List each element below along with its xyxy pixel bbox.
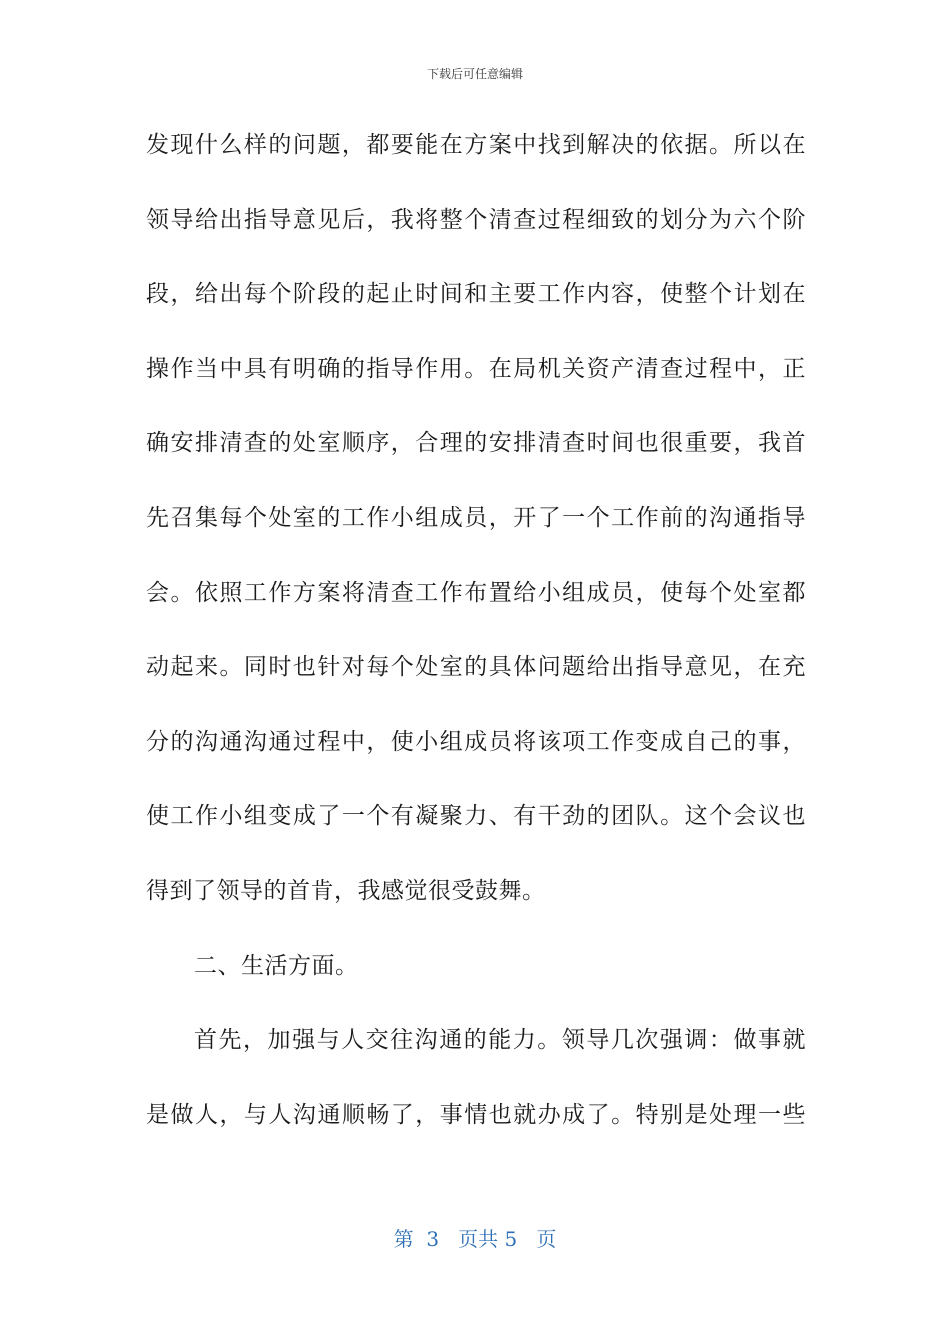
paragraph-line: 是做人，与人沟通顺畅了，事情也就办成了。特别是处理一些 <box>146 1101 806 1128</box>
paragraph-line: 领导给出指导意见后，我将整个清查过程细致的划分为六个阶 <box>146 206 806 233</box>
paragraph-line: 动起来。同时也针对每个处室的具体问题给出指导意见，在充 <box>146 654 806 681</box>
page-header: 下载后可任意编辑 <box>426 67 523 81</box>
paragraph-line: 发现什么样的问题，都要能在方案中找到解决的依据。所以在 <box>146 132 806 158</box>
paragraph-line: 操作当中具有明确的指导作用。在局机关资产清查过程中，正 <box>146 355 806 382</box>
paragraph-line: 分的沟通沟通过程中，使小组成员将该项工作变成自己的事， <box>146 728 806 755</box>
paragraph-line: 先召集每个处室的工作小组成员，开了一个工作前的沟通指导 <box>146 504 806 531</box>
paragraph-line: 确安排清查的处室顺序，合理的安排清查时间也很重要，我首 <box>146 430 806 457</box>
document-body <box>146 128 806 1172</box>
paragraph-line: 得到了领导的首肯，我感觉很受鼓舞。 <box>146 877 546 904</box>
section-heading: 二、生活方面。 <box>194 952 359 979</box>
page-number: 第 3 页共 5 页 <box>393 1227 557 1251</box>
paragraph-line: 段，给出每个阶段的起止时间和主要工作内容，使整个计划在 <box>146 281 806 308</box>
paragraph-line: 使工作小组变成了一个有凝聚力、有干劲的团队。这个会议也 <box>146 803 806 830</box>
paragraph-line: 首先，加强与人交往沟通的能力。领导几次强调：做事就 <box>194 1027 806 1054</box>
paragraph-line: 会。依照工作方案将清查工作布置给小组成员，使每个处室都 <box>146 579 806 606</box>
